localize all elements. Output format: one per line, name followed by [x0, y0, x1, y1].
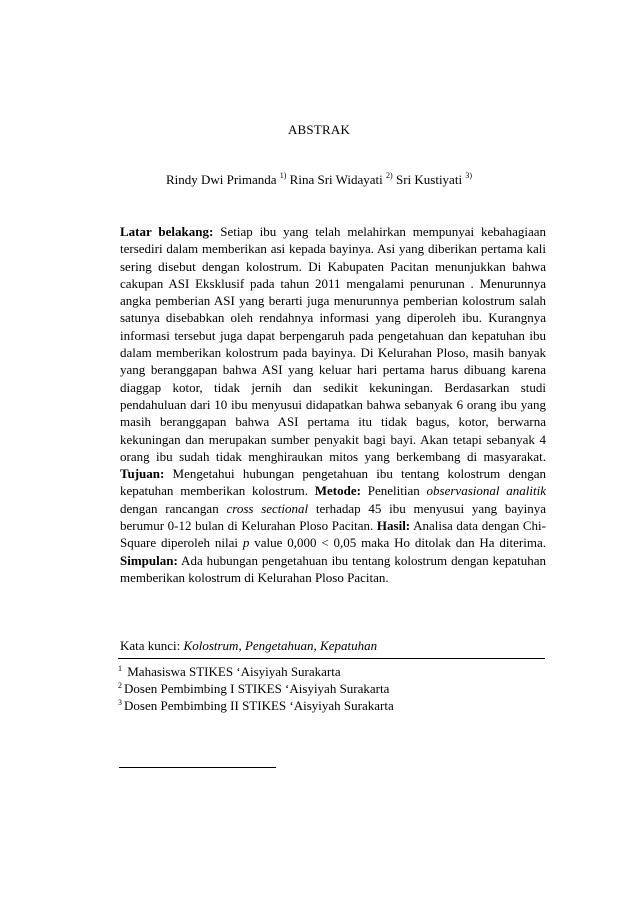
bottom-rule	[119, 767, 276, 768]
footnotes	[118, 663, 548, 714]
tujuan-text: Mengetahui hubungan pengetahuan ibu tentang kolostrum dengan kepatuhan memberikan kolostrum.	[120, 466, 546, 499]
metode-text: terhadap 45 ibu menyusui yang bayinya berumur 0-12 bulan di Kelurahan Ploso Pacitan.	[120, 500, 546, 534]
footnote-mark: 1	[118, 664, 122, 673]
hasil-label: Hasil:	[376, 518, 411, 534]
footnote-mark: 3	[118, 698, 122, 707]
latar-label: Latar belakang:	[120, 224, 214, 239]
author-name: Rina Sri Widayati	[289, 172, 383, 187]
metode-text: Penelitian	[360, 483, 427, 499]
latar-text: Setiap ibu yang telah melahirkan mempunyai kebahagiaan tersediri dalam memberikan asi kepada bayinya. Asi yang diberikan pertama kali sering disebut dengan kolostrum. Di Kabupaten Pacitan menunjukkan bahwa cakupan ASI Eksklusif pada tahun 2011 mengalami penurunan . Menurunnya angka pemberian ASI yang berarti juga menurunnya pemberian kolostrum salah satunya disebabkan oleh rendahnya informasi yang diperoleh ibu. Kurangnya informasi tersebut juga dapat berpengaruh pada pengetahuan dan kepatuhan ibu dalam memberikan kolostrum pada bayinya. Di Kelurahan Ploso, masih banyak yang beranggapan bahwa ASI yang keluar hari pertama harus dibuang karena diaggap kotor, tidak jernih dan sedikit kekuningan. Berdasarkan studi pendahuluan dari 10 ibu menyusui didapatkan bahwa sebanyak 6 orang ibu yang masih beranggapan bahwa ASI pertama itu tidak bagus, kotor, berwarna kekuningan dan merupakan sumber penyakit bagi bayi. Akan tetapi sebanyak 4 orang ibu sudah tidak menghiraukan mitos yang berkembang di masyarakat.	[120, 224, 546, 464]
author-mark: 2)	[386, 171, 393, 180]
hasil-text: value 0,000 < 0,05 maka Ho ditolak dan Ha diterima.	[249, 535, 546, 551]
author-mark: 1)	[279, 171, 287, 180]
metode-label: Metode:	[314, 483, 361, 499]
author-name: Rindy Dwi Primanda	[166, 172, 277, 187]
footnote-text: Dosen Pembimbing II STIKES ‘Aisyiyah Surakarta	[124, 698, 394, 713]
keywords-value: Kolostrum, Pengetahuan, Kepatuhan	[183, 638, 378, 653]
keywords-label: Kata kunci:	[120, 638, 184, 653]
author-mark: 3)	[465, 171, 472, 180]
footnote-text: Mahasiswa STIKES ‘Aisyiyah Surakarta	[127, 664, 341, 679]
footnote-mark: 2	[118, 681, 122, 690]
footnote-item	[118, 680, 548, 697]
author-line	[0, 172, 638, 188]
footnote-text: Dosen Pembimbing I STIKES ‘Aisyiyah Surakarta	[124, 681, 390, 696]
hasil-text: Analisa data dengan Chi-Square diperoleh nilai	[120, 518, 546, 551]
abstract-paragraph	[120, 223, 546, 586]
footnote-item	[118, 663, 548, 680]
abstract-title: ABSTRAK	[287, 122, 351, 137]
simpulan-label: Simpulan:	[120, 552, 178, 568]
metode-text: dengan rancangan	[120, 500, 227, 516]
footnote-divider	[118, 658, 545, 659]
footnote-item	[118, 697, 548, 714]
keywords-line	[120, 638, 550, 654]
hasil-italic: p	[242, 535, 250, 551]
metode-italic: observasional analitik	[426, 483, 546, 499]
tujuan-label: Tujuan:	[120, 466, 165, 482]
metode-italic: cross sectional	[226, 500, 309, 516]
author-name: Sri Kustiyati	[395, 172, 463, 187]
simpulan-text: Ada hubungan pengetahuan ibu tentang kolostrum dengan kepatuhan memberikan kolostrum di Kelurahan Ploso Pacitan.	[120, 552, 546, 585]
abstract-body	[120, 223, 546, 586]
